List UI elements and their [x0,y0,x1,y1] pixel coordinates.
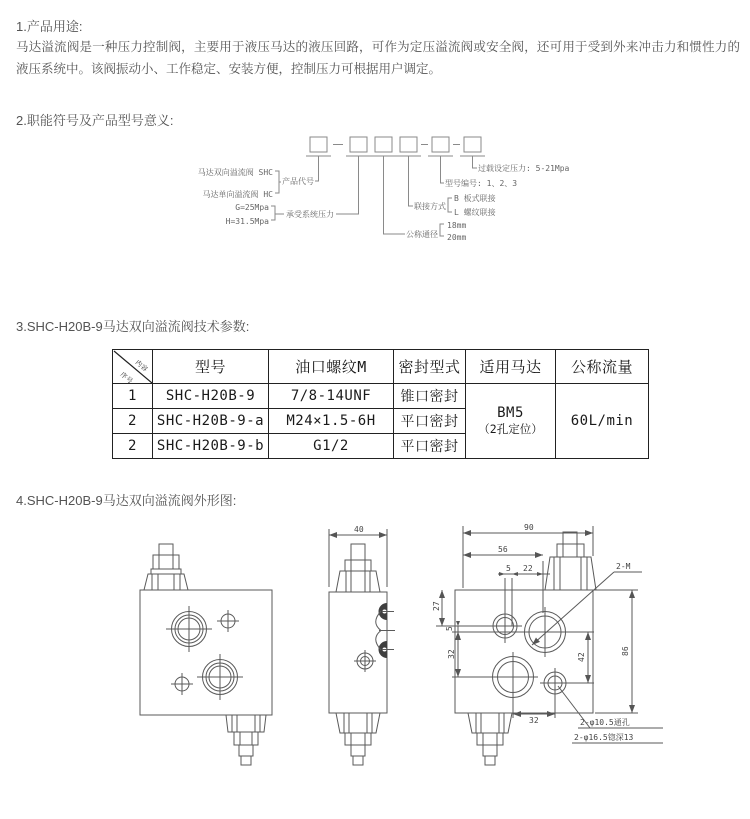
model-code-boxes [306,137,485,156]
col-header-model: 型号 [153,350,269,384]
section3-heading: 3.SHC-H20B-9马达双向溢流阀技术参数: [16,319,250,334]
bracket-pressures [271,206,284,220]
connector-model-number [441,156,445,183]
cell-flow: 60L/min [556,384,649,459]
section1-paragraph: 马达溢流阀是一种压力控制阀，主要用于液压马达的液压回路，可作为定压溢流阀或安全阀，还可用于受到外来冲击力和惯性力的液压系统中。该阀振动小、工作稳定、安装方便，控制压力可根据用户调定。 [16,40,740,76]
bracket-connections [448,198,452,212]
motor-name: BM5 [497,405,524,421]
model-code-box [432,137,449,152]
valve-block-outline [140,590,272,715]
model-code-diagram [185,133,615,268]
cell-no: 2 [113,409,153,434]
table-row [113,384,649,409]
section4-heading: 4.SHC-H20B-9马达双向溢流阀外形图: [16,493,237,508]
cell-thread: 7/8-14UNF [269,384,394,409]
label-model-number: 型号编号: 1、2、3 [445,179,518,188]
label-valve-shc: 马达双向溢流阀 SHC [197,168,273,177]
port-circle-large-2 [197,654,243,700]
adjust-screw-top [545,532,596,590]
label-diameter-20: 20mm [447,233,467,242]
label-connection-b: B 板式联接 [454,194,496,203]
bracket-valve-types [275,171,281,193]
cell-model: SHC-H20B-9-a [153,409,269,434]
section2-heading: 2.职能符号及产品型号意义: [16,113,174,128]
dim-label-86: 86 [621,646,630,656]
dim-label-27: 27 [432,601,441,611]
cell-model: SHC-H20B-9-b [153,434,269,459]
front-view-drawing [128,540,278,770]
section1-heading: 1.产品用途: [16,19,83,34]
label-nominal-diameter: 公称通径 [406,230,438,239]
mount-hole-top-right [217,610,239,632]
dim-width-40 [329,529,387,587]
dim-label-5-left: 5 [445,626,454,631]
label-pressure-h: H=31.5Mpa [225,217,269,226]
cell-seal: 平口密封 [394,434,466,459]
port-top-right [520,607,570,657]
label-connection-l: L 螺纹联接 [454,208,496,217]
corner-label-bottom: 序号 [118,369,135,386]
connector-system-pressure [336,156,359,214]
cell-seal: 锥口密封 [394,384,466,409]
cell-model: SHC-H20B-9 [153,384,269,409]
dim-label-32-left: 32 [447,649,456,659]
connector-diameter [384,156,406,234]
corner-cell [113,350,153,384]
label-overload-pressure: 过载设定压力: 5-21Mpa [478,164,570,173]
mount-hole-bottom-left [171,673,193,695]
corner-diagonal [114,351,152,386]
cell-thread: M24×1.5-6H [269,409,394,434]
dim-32-left [452,632,488,677]
thread-label-2m: 2-M [616,562,631,571]
col-header-motor: 适用马达 [466,350,556,384]
dim-label-22: 22 [523,564,533,573]
hole-label-2: 2-φ16.5锪深13 [574,733,634,742]
dim-label-42: 42 [577,652,586,662]
dim-label-40: 40 [354,525,364,534]
motor-note: （2孔定位） [478,422,543,436]
label-diameter-18: 18mm [447,221,467,230]
adjust-screw-bottom [226,715,266,765]
adjust-screw-top [336,544,380,592]
back-view-drawing [430,512,665,778]
spec-table [112,349,649,459]
dim-label-5-top: 5 [506,564,511,573]
cell-motor [466,384,556,459]
adjust-screw-bottom [336,713,380,765]
label-connection: 联接方式 [414,202,446,211]
label-product-code: 产品代号 [282,177,314,186]
connector-connection [409,156,414,206]
valve-block-outline [329,592,387,713]
label-valve-hc: 马达单向溢流阀 HC [202,190,273,199]
model-code-box [375,137,392,152]
corner-label-top: 内容 [133,357,150,374]
dim-label-90: 90 [524,523,534,532]
hole-label-1: 2-φ10.5通孔 [580,718,630,727]
cell-thread: G1/2 [269,434,394,459]
model-code-box [350,137,367,152]
dim-label-56: 56 [498,545,508,554]
side-ports [376,603,395,658]
connector-overload [473,156,478,168]
col-header-seal: 密封型式 [394,350,466,384]
hole-top-left [488,609,522,643]
dim-32-bottom [513,696,555,718]
cell-no: 2 [113,434,153,459]
label-pressure-g: G=25Mpa [235,203,269,212]
model-code-box [400,137,417,152]
hole-bottom-right [540,668,570,698]
port-circle-large-1 [166,606,212,652]
connector-product-code [315,156,319,181]
bracket-diameters [440,224,444,236]
adjust-screw-top [144,544,188,590]
model-code-box [464,137,481,152]
spec-table-header-row [113,350,649,384]
side-hole [354,650,376,672]
cell-no: 1 [113,384,153,409]
dim-86 [595,590,638,713]
dim-27 [436,590,488,626]
cell-seal: 平口密封 [394,409,466,434]
side-view-drawing [298,513,422,767]
label-system-pressure: 承受系统压力 [286,210,334,219]
col-header-flow: 公称流量 [556,350,649,384]
port-bottom-left [488,652,538,702]
adjust-screw-bottom [468,713,512,765]
col-header-thread: 油口螺纹M [269,350,394,384]
model-code-box [310,137,327,152]
dim-label-32-bottom: 32 [529,716,539,725]
